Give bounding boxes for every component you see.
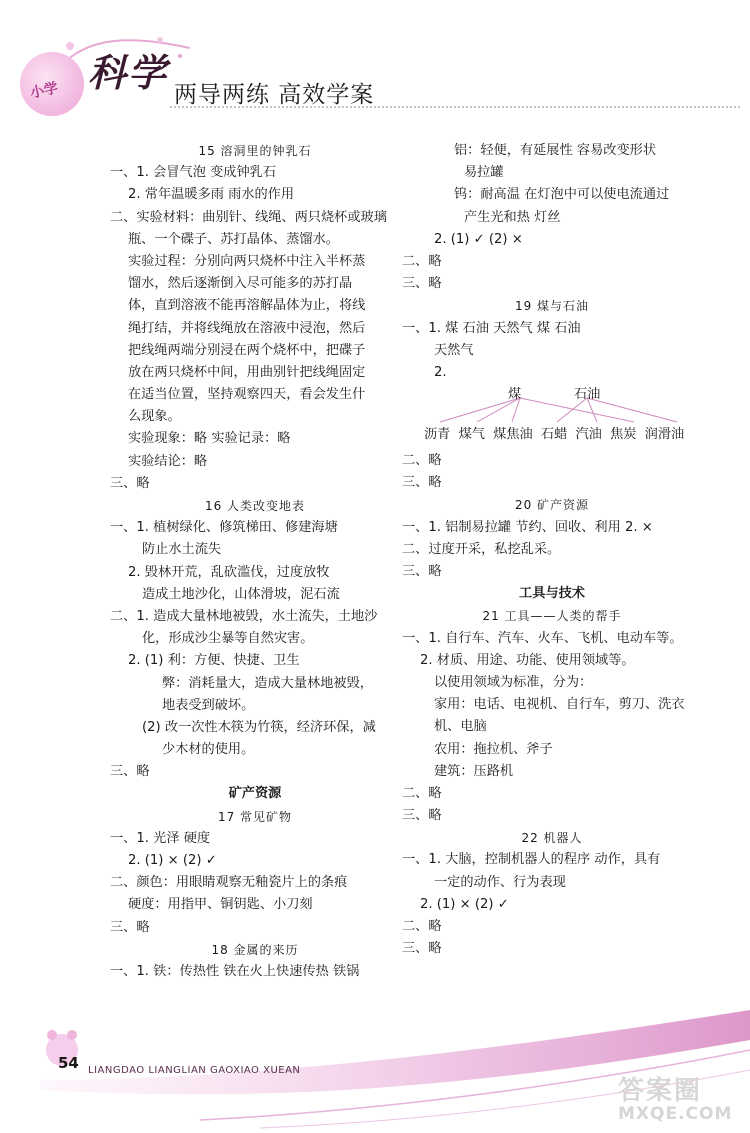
answer-line: 三、略 <box>402 475 442 491</box>
tree-leaves <box>424 424 688 446</box>
answer-line: 一、1. 大脑，控制机器人的程序 动作，具有 <box>402 852 661 868</box>
answer-line: 建筑：压路机 <box>434 763 514 779</box>
answer-line: 二、略 <box>402 453 442 469</box>
section-title-17: 17 常见矿物 <box>217 809 293 824</box>
watermark-logo: 答案圈 <box>618 1076 703 1106</box>
answer-line: 二、1. 造成大量林地被毁，水土流失，土地沙 <box>110 608 378 624</box>
page-header <box>0 0 750 130</box>
answer-line: 弊：消耗量大，造成大量林地被毁， <box>162 675 373 691</box>
watermark-url: MXQE.COM <box>618 1104 733 1124</box>
answer-line: 2. 常年温暖多雨 雨水的作用 <box>128 187 295 203</box>
answer-line: 2. <box>434 364 447 380</box>
page-footer <box>0 1010 750 1133</box>
answer-line: 馏水，然后逐渐倒入尽可能多的苏打晶 <box>128 276 353 292</box>
answer-line: 放在两只烧杯中间，用曲别针把线绳固定 <box>128 364 366 380</box>
section-title-18: 18 金属的来历 <box>211 942 299 957</box>
answer-line: 三、略 <box>402 941 442 957</box>
footer-pinyin: LIANGDAO LIANGLIAN GAOXIAO XUEAN <box>88 1065 301 1076</box>
answer-line: 钨：耐高温 在灯泡中可以使电流通过 <box>454 187 670 203</box>
answer-line: 一、1. 会冒气泡 变成钟乳石 <box>110 165 277 181</box>
answer-line: 实验结论：略 <box>128 453 208 469</box>
answer-line: 家用：电话、电视机、自行车，剪刀、洗衣 <box>434 697 685 713</box>
answer-line: 二、略 <box>402 919 442 934</box>
answer-line: 瓶、一个碟子、苏打晶体、蒸馏水。 <box>128 231 339 247</box>
answer-line: 少木材的使用。 <box>162 742 255 758</box>
answer-line: 2. (1) 利：方便、快捷、卫生 <box>128 653 300 669</box>
answer-line: 一定的动作、行为表现 <box>434 874 566 890</box>
answer-line: 2. 材质、用途、功能、使用领域等。 <box>420 652 635 668</box>
answer-line: 实验过程：分别向两只烧杯中注入半杯蒸 <box>128 253 366 269</box>
page-number: 54 <box>58 1054 79 1072</box>
answer-line: 一、1. 铁：传热性 铁在火上快速传热 铁锅 <box>110 963 360 979</box>
answer-line: 二、实验材料：曲别针、线绳、两只烧杯或玻璃 <box>110 209 387 225</box>
header-divider <box>170 106 740 108</box>
tree-leaf: 沥青 <box>424 427 451 443</box>
answer-line: 地表受到破坏。 <box>162 697 255 713</box>
logo-subject: 科学 <box>88 51 169 95</box>
answer-line: 三、略 <box>402 808 442 824</box>
answer-line: 2. 毁林开荒，乱砍滥伐，过度放牧 <box>128 564 330 580</box>
tree-leaf: 煤焦油 <box>493 427 533 443</box>
answer-line: 一、1. 光泽 硬度 <box>110 830 211 846</box>
answer-line: 绳打结，并将线绳放在溶液中浸泡，然后 <box>128 320 366 336</box>
answer-line: 把线绳两端分别浸在两个烧杯中，把碟子 <box>128 342 366 358</box>
answer-line: 一、1. 植树绿化、修筑梯田、修建海塘 <box>110 520 338 536</box>
answer-line: 体，直到溶液不能再溶解晶体为止，将线 <box>128 298 366 314</box>
answer-line: 一、1. 煤 石油 天然气 煤 石油 <box>402 320 581 336</box>
answer-line: 三、略 <box>110 919 150 935</box>
answer-line: 机、电脑 <box>434 719 487 735</box>
answer-line: 三、略 <box>402 276 442 292</box>
tree-leaf: 煤气 <box>458 427 485 443</box>
section-title-15: 15 溶洞里的钟乳石 <box>198 144 312 158</box>
answer-line: 三、略 <box>402 564 442 579</box>
answer-line: (2) 改一次性木筷为竹筷，经济环保，减 <box>142 719 376 735</box>
answer-line: 以使用领域为标准，分为： <box>434 674 593 690</box>
answer-line: 一、1. 自行车、汽车、火车、飞机、电动车等。 <box>402 630 683 646</box>
answer-line: 实验现象：略 实验记录：略 <box>128 431 291 447</box>
answer-line: 化，形成沙尘暴等自然灾害。 <box>142 631 314 647</box>
answer-line: 三、略 <box>110 764 150 780</box>
answer-line: 天然气 <box>434 342 474 358</box>
left-column <box>110 140 400 983</box>
answer-line: 硬度：用指甲、铜钥匙、小刀刻 <box>128 897 313 913</box>
section-title-19: 19 煤与石油 <box>514 299 590 314</box>
tree-leaf: 汽油 <box>575 427 602 443</box>
answer-line: 铝：轻便，有延展性 容易改变形状 <box>454 143 657 158</box>
answer-line: 三、略 <box>110 475 150 491</box>
unit-title-tools: 工具与技术 <box>519 586 585 602</box>
right-column <box>402 140 702 960</box>
tree-node-oil: 石油 <box>574 387 601 403</box>
answer-line: 2. (1) × (2) ✓ <box>420 896 509 912</box>
answer-line: 产生光和热 灯丝 <box>464 209 561 225</box>
logo-small-text: 小学 <box>28 80 60 102</box>
tree-leaf: 焦炭 <box>610 427 637 443</box>
answer-line: 一、1. 铝制易拉罐 节约、回收、利用 2. × <box>402 519 653 535</box>
answer-line: 易拉罐 <box>464 165 504 181</box>
coal-oil-classification-diagram <box>402 384 702 450</box>
section-title-16: 16 人类改变地表 <box>204 499 306 513</box>
answer-line: 农用：拖拉机、斧子 <box>434 741 553 757</box>
answer-line: 在适当位置，坚持观察四天，看会发生什 <box>128 387 366 403</box>
section-title-22: 22 机器人 <box>521 831 583 846</box>
answer-line: 二、略 <box>402 785 442 801</box>
answer-line: 2. (1) ✓ (2) × <box>434 231 523 247</box>
answer-line: 二、过度开采，私挖乱采。 <box>402 541 561 557</box>
unit-title-minerals: 矿产资源 <box>228 786 282 802</box>
answer-line: 么现象。 <box>128 409 181 425</box>
answer-line: 二、略 <box>402 253 442 269</box>
section-title-20: 20 矿产资源 <box>514 498 590 513</box>
answer-line: 防止水土流失 <box>142 542 222 558</box>
tree-leaf: 石蜡 <box>540 427 568 443</box>
series-title: 两导两练 高效学案 <box>174 82 375 108</box>
tree-leaf: 润滑油 <box>644 427 685 443</box>
section-title-21: 21 工具——人类的帮手 <box>482 609 622 624</box>
answer-line: 2. (1) × (2) ✓ <box>128 853 217 868</box>
answer-line: 造成土地沙化，山体滑坡，泥石流 <box>142 586 340 602</box>
tree-node-coal: 煤 <box>508 387 522 403</box>
answer-line: 二、颜色：用眼睛观察无釉瓷片上的条痕 <box>110 875 348 891</box>
